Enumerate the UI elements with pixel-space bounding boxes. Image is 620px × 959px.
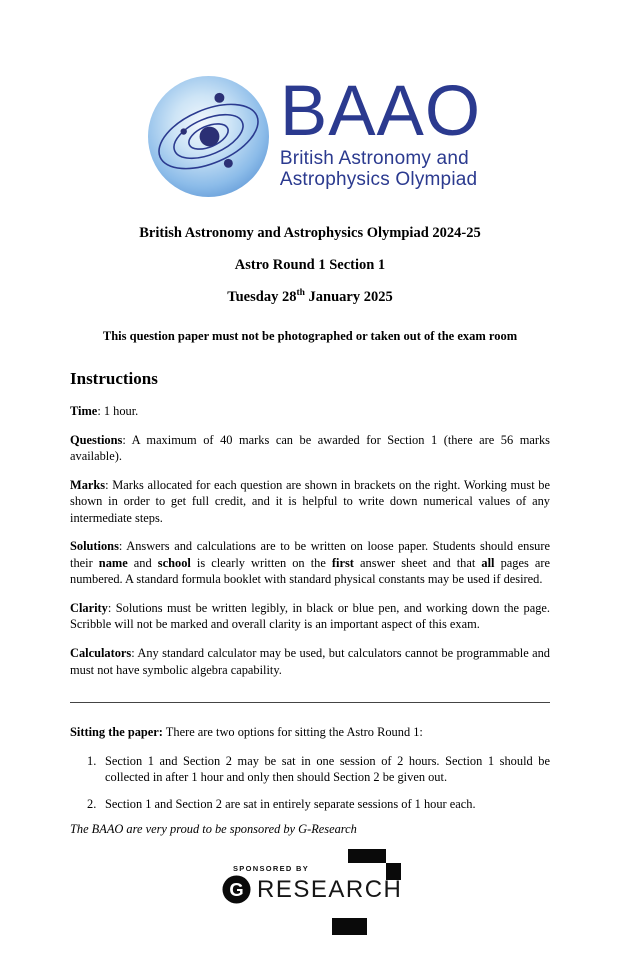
text-segment: Questions [70, 432, 123, 447]
text-segment: : Answers and calculations are to be written on loose paper. Students should ensure their [70, 539, 550, 570]
baao-globe-icon [147, 75, 270, 198]
baao-wordmark-text: BAAO [279, 72, 482, 152]
list-item-number: 2. [87, 796, 97, 811]
sitting-options-list [70, 753, 550, 812]
text-segment: Marks [70, 477, 106, 492]
baao-subtitle-line2: Astrophysics Olympiad [279, 168, 478, 190]
text-segment: pages are numbered. A standard formula booklet with standard physical constants may be used if desired. [70, 555, 550, 587]
instruction-calculators [70, 645, 550, 678]
text-segment: Calculators [70, 646, 132, 661]
decorative-block-icon [348, 849, 386, 863]
list-item-text: Section 1 and Section 2 may be sat in one session of 2 hours. Section 1 should be collected in after 1 hour and only then should Section 2 be given out. [105, 753, 550, 785]
content-area [0, 369, 620, 837]
sponsor-note: The BAAO are very proud to be sponsored by G-Research [70, 822, 357, 837]
paper-date-superscript: th [296, 288, 305, 298]
text-segment: is clearly written on the [190, 555, 332, 570]
text-segment: : 1 hour. [97, 403, 139, 418]
text-segment: Time [70, 403, 98, 418]
decorative-block-icon [332, 918, 367, 935]
text-segment: Sitting the paper: [70, 725, 163, 740]
list-item-number: 1. [87, 753, 97, 768]
baao-wordmark [279, 72, 482, 190]
baao-subtitle-line1: British Astronomy and [279, 147, 469, 169]
instructions-heading: Instructions [70, 368, 158, 388]
sponsor-logo-block [0, 849, 620, 959]
sponsored-by-label: SPONSORED BY [233, 864, 310, 874]
text-segment: all [481, 555, 495, 570]
g-research-name: RESEARCH [257, 875, 403, 903]
text-segment: Solutions [70, 539, 119, 554]
section-divider [70, 702, 550, 703]
text-segment: first [331, 555, 354, 570]
instruction-time [70, 403, 550, 419]
list-item [87, 796, 550, 812]
text-segment: : Any standard calculator may be used, but calculators cannot be programmable and must not have symbolic algebra capability. [70, 646, 550, 677]
text-segment: : Solutions must be written legibly, in black or blue pen, and working down the page. Scribble will not be marked and overall clarity is an important aspect of this exam. [70, 601, 550, 632]
text-segment: answer sheet and that [353, 555, 482, 570]
exam-warning: This question paper must not be photographed or taken out of the exam room [102, 328, 518, 343]
instruction-solutions [70, 538, 550, 587]
baao-logo [8, 0, 620, 198]
instruction-marks [70, 477, 550, 526]
g-research-logo [222, 875, 402, 904]
text-segment: There are two options for sitting the Astro Round 1: [162, 725, 423, 740]
instruction-questions [70, 432, 550, 465]
instruction-clarity [70, 600, 550, 633]
text-segment: Clarity [70, 601, 108, 616]
paper-round: Astro Round 1 Section 1 [234, 257, 386, 273]
text-segment: : Marks allocated for each question are shown in brackets on the right. Working must be shown in order to get full credit, and it is helpful to write down numerical values of any intermediate steps. [70, 477, 550, 525]
baao-subtitle [280, 148, 481, 190]
g-research-icon [222, 875, 251, 904]
text-segment: name [98, 555, 128, 570]
list-item [87, 753, 550, 786]
title-block [0, 225, 620, 344]
paper-date [0, 288, 620, 306]
text-segment: : A maximum of 40 marks can be awarded for Section 1 (there are 56 marks available). [70, 432, 550, 464]
text-segment: and [127, 555, 158, 570]
sitting-the-paper-intro [70, 724, 550, 740]
g-letter: G [229, 879, 244, 901]
list-item-text: Section 1 and Section 2 are sat in entirely separate sessions of 1 hour each. [105, 796, 476, 811]
paper-title: British Astronomy and Astrophysics Olympiad 2024-25 [139, 225, 481, 241]
paper-date-prefix: Tuesday 28 [227, 288, 297, 305]
text-segment: school [157, 555, 191, 570]
paper-date-suffix: January 2025 [304, 288, 393, 305]
